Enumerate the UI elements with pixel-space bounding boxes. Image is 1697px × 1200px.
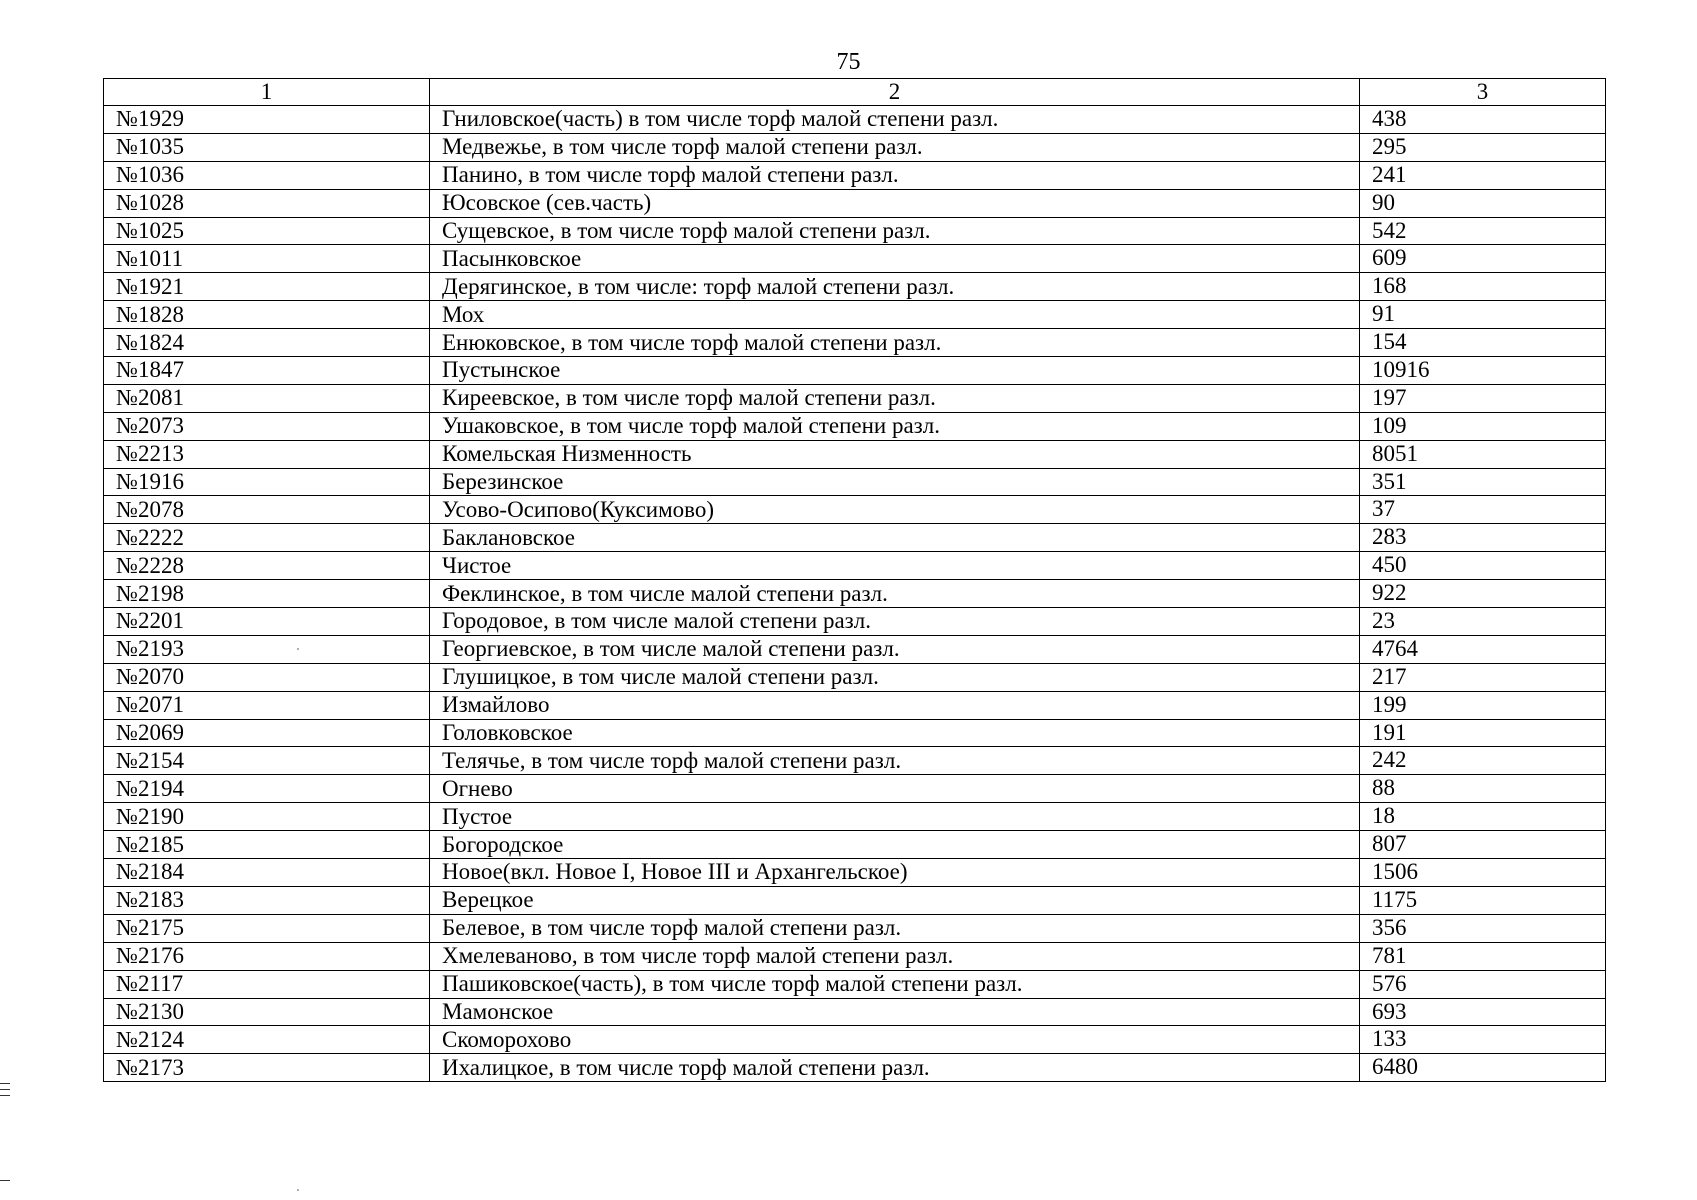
table-row [104, 580, 1606, 608]
table-row [104, 635, 1606, 663]
table-row [104, 886, 1606, 914]
deposit-number-cell: №2194 [104, 775, 430, 803]
deposit-value-cell: 450 [1360, 552, 1606, 580]
column-header-3: 3 [1360, 79, 1606, 106]
deposit-value-cell: 356 [1360, 914, 1606, 942]
deposit-value-cell: 283 [1360, 524, 1606, 552]
deposit-number-cell: №2185 [104, 831, 430, 859]
deposit-name-cell: Головковское [430, 719, 1360, 747]
deposit-number-cell: №2117 [104, 970, 430, 998]
deposit-name-cell: Гниловское(часть) в том числе торф малой степени разл. [430, 106, 1360, 134]
table-row [104, 468, 1606, 496]
deposit-value-cell: 217 [1360, 663, 1606, 691]
deposit-value-cell: 191 [1360, 719, 1606, 747]
deposit-number-cell: №2190 [104, 803, 430, 831]
deposit-name-cell: Белевое, в том числе торф малой степени разл. [430, 914, 1360, 942]
deposit-value-cell: 133 [1360, 1026, 1606, 1054]
deposit-value-cell: 241 [1360, 161, 1606, 189]
deposit-name-cell: Юсовское (сев.часть) [430, 189, 1360, 217]
deposit-name-cell: Мамонское [430, 998, 1360, 1026]
deposit-value-cell: 37 [1360, 496, 1606, 524]
deposit-number-cell: №2201 [104, 608, 430, 636]
deposit-name-cell: Ихалицкое, в том числе торф малой степени разл. [430, 1054, 1360, 1082]
page-number: 75 [836, 49, 861, 75]
deposit-number-cell: №2183 [104, 886, 430, 914]
deposit-number-cell: №2213 [104, 440, 430, 468]
deposit-name-cell: Чистое [430, 552, 1360, 580]
deposit-name-cell: Огнево [430, 775, 1360, 803]
deposit-name-cell: Глушицкое, в том числе малой степени разл. [430, 663, 1360, 691]
deposit-name-cell: Комельская Низменность [430, 440, 1360, 468]
deposit-number-cell: №1028 [104, 189, 430, 217]
table-row [104, 245, 1606, 273]
scan-dot [297, 648, 299, 650]
deposit-number-cell: №2173 [104, 1054, 430, 1082]
deposit-name-cell: Ушаковское, в том числе торф малой степени разл. [430, 412, 1360, 440]
deposit-number-cell: №2193 [104, 635, 430, 663]
table-row [104, 970, 1606, 998]
scan-margin-mark [0, 1095, 10, 1096]
table-row [104, 859, 1606, 887]
table-row [104, 524, 1606, 552]
scan-dot [297, 1189, 299, 1191]
deposit-value-cell: 154 [1360, 329, 1606, 357]
deposit-number-cell: №2175 [104, 914, 430, 942]
deposit-name-cell: Измайлово [430, 691, 1360, 719]
deposit-value-cell: 609 [1360, 245, 1606, 273]
deposit-value-cell: 197 [1360, 384, 1606, 412]
deposit-name-cell: Хмелеваново, в том числе торф малой степени разл. [430, 942, 1360, 970]
deposit-name-cell: Городовое, в том числе малой степени разл. [430, 608, 1360, 636]
table-header-row [104, 79, 1606, 106]
deposit-name-cell: Сущевское, в том числе торф малой степени разл. [430, 217, 1360, 245]
deposit-name-cell: Баклановское [430, 524, 1360, 552]
deposit-number-cell: №2078 [104, 496, 430, 524]
deposit-number-cell: №1847 [104, 357, 430, 385]
deposit-number-cell: №1921 [104, 273, 430, 301]
scan-margin-mark [0, 1180, 10, 1181]
deposit-number-cell: №2069 [104, 719, 430, 747]
deposit-value-cell: 693 [1360, 998, 1606, 1026]
deposit-value-cell: 1506 [1360, 859, 1606, 887]
table-row [104, 440, 1606, 468]
deposit-value-cell: 576 [1360, 970, 1606, 998]
table-row [104, 357, 1606, 385]
table-row [104, 1054, 1606, 1082]
deposit-number-cell: №2222 [104, 524, 430, 552]
table-row [104, 217, 1606, 245]
deposit-number-cell: №2070 [104, 663, 430, 691]
table-row [104, 301, 1606, 329]
table-row [104, 106, 1606, 134]
table-row [104, 691, 1606, 719]
deposit-name-cell: Скоморохово [430, 1026, 1360, 1054]
deposit-name-cell: Медвежье, в том числе торф малой степени разл. [430, 133, 1360, 161]
deposit-number-cell: №1929 [104, 106, 430, 134]
deposit-value-cell: 242 [1360, 747, 1606, 775]
deposit-name-cell: Березинское [430, 468, 1360, 496]
table-row [104, 273, 1606, 301]
table-row [104, 384, 1606, 412]
deposit-value-cell: 90 [1360, 189, 1606, 217]
table-body [104, 106, 1606, 1082]
deposit-name-cell: Дерягинское, в том числе: торф малой степени разл. [430, 273, 1360, 301]
deposit-value-cell: 781 [1360, 942, 1606, 970]
deposit-name-cell: Богородское [430, 831, 1360, 859]
table-row [104, 161, 1606, 189]
scan-margin-mark [0, 1089, 10, 1090]
table-row [104, 412, 1606, 440]
table-row [104, 775, 1606, 803]
deposit-number-cell: №2130 [104, 998, 430, 1026]
deposits-table [103, 78, 1606, 1082]
deposit-number-cell: №1011 [104, 245, 430, 273]
table-row [104, 942, 1606, 970]
deposit-number-cell: №1035 [104, 133, 430, 161]
deposit-name-cell: Верецкое [430, 886, 1360, 914]
deposit-name-cell: Пашиковское(часть), в том числе торф малой степени разл. [430, 970, 1360, 998]
table-row [104, 329, 1606, 357]
table-row [104, 496, 1606, 524]
deposit-value-cell: 4764 [1360, 635, 1606, 663]
table-row [104, 803, 1606, 831]
deposit-number-cell: №1916 [104, 468, 430, 496]
deposit-number-cell: №2184 [104, 859, 430, 887]
deposit-number-cell: №2198 [104, 580, 430, 608]
deposit-name-cell: Феклинское, в том числе малой степени разл. [430, 580, 1360, 608]
deposit-value-cell: 542 [1360, 217, 1606, 245]
deposit-name-cell: Пасынковское [430, 245, 1360, 273]
deposit-value-cell: 91 [1360, 301, 1606, 329]
deposit-name-cell: Киреевское, в том числе торф малой степени разл. [430, 384, 1360, 412]
deposit-number-cell: №1824 [104, 329, 430, 357]
deposit-value-cell: 922 [1360, 580, 1606, 608]
deposit-value-cell: 438 [1360, 106, 1606, 134]
deposit-number-cell: №1036 [104, 161, 430, 189]
deposit-name-cell: Пустое [430, 803, 1360, 831]
table-row [104, 914, 1606, 942]
deposit-value-cell: 6480 [1360, 1054, 1606, 1082]
deposit-name-cell: Енюковское, в том числе торф малой степени разл. [430, 329, 1360, 357]
deposit-number-cell: №2228 [104, 552, 430, 580]
table-row [104, 998, 1606, 1026]
deposit-value-cell: 168 [1360, 273, 1606, 301]
deposit-number-cell: №2081 [104, 384, 430, 412]
deposit-value-cell: 23 [1360, 608, 1606, 636]
table-row [104, 133, 1606, 161]
deposit-number-cell: №2124 [104, 1026, 430, 1054]
table-row [104, 552, 1606, 580]
deposit-value-cell: 295 [1360, 133, 1606, 161]
deposit-value-cell: 10916 [1360, 357, 1606, 385]
deposit-name-cell: Мох [430, 301, 1360, 329]
deposit-name-cell: Телячье, в том числе торф малой степени разл. [430, 747, 1360, 775]
deposit-name-cell: Георгиевское, в том числе малой степени разл. [430, 635, 1360, 663]
deposit-name-cell: Пустынское [430, 357, 1360, 385]
deposit-number-cell: №2154 [104, 747, 430, 775]
deposit-number-cell: №2176 [104, 942, 430, 970]
table-row [104, 747, 1606, 775]
deposit-value-cell: 18 [1360, 803, 1606, 831]
scan-margin-mark [0, 1083, 10, 1084]
deposit-value-cell: 199 [1360, 691, 1606, 719]
deposit-value-cell: 351 [1360, 468, 1606, 496]
deposit-name-cell: Панино, в том числе торф малой степени разл. [430, 161, 1360, 189]
deposit-value-cell: 807 [1360, 831, 1606, 859]
deposit-value-cell: 88 [1360, 775, 1606, 803]
table-row [104, 663, 1606, 691]
deposit-name-cell: Новое(вкл. Новое I, Новое III и Архангельское) [430, 859, 1360, 887]
deposit-name-cell: Усово-Осипово(Куксимово) [430, 496, 1360, 524]
table-row [104, 719, 1606, 747]
deposit-number-cell: №1025 [104, 217, 430, 245]
deposit-value-cell: 109 [1360, 412, 1606, 440]
deposit-value-cell: 1175 [1360, 886, 1606, 914]
table-row [104, 1026, 1606, 1054]
deposit-number-cell: №2071 [104, 691, 430, 719]
table-row [104, 189, 1606, 217]
deposit-value-cell: 8051 [1360, 440, 1606, 468]
table-row [104, 608, 1606, 636]
deposit-number-cell: №2073 [104, 412, 430, 440]
table-row [104, 831, 1606, 859]
deposit-number-cell: №1828 [104, 301, 430, 329]
column-header-2: 2 [430, 79, 1360, 106]
column-header-1: 1 [104, 79, 430, 106]
